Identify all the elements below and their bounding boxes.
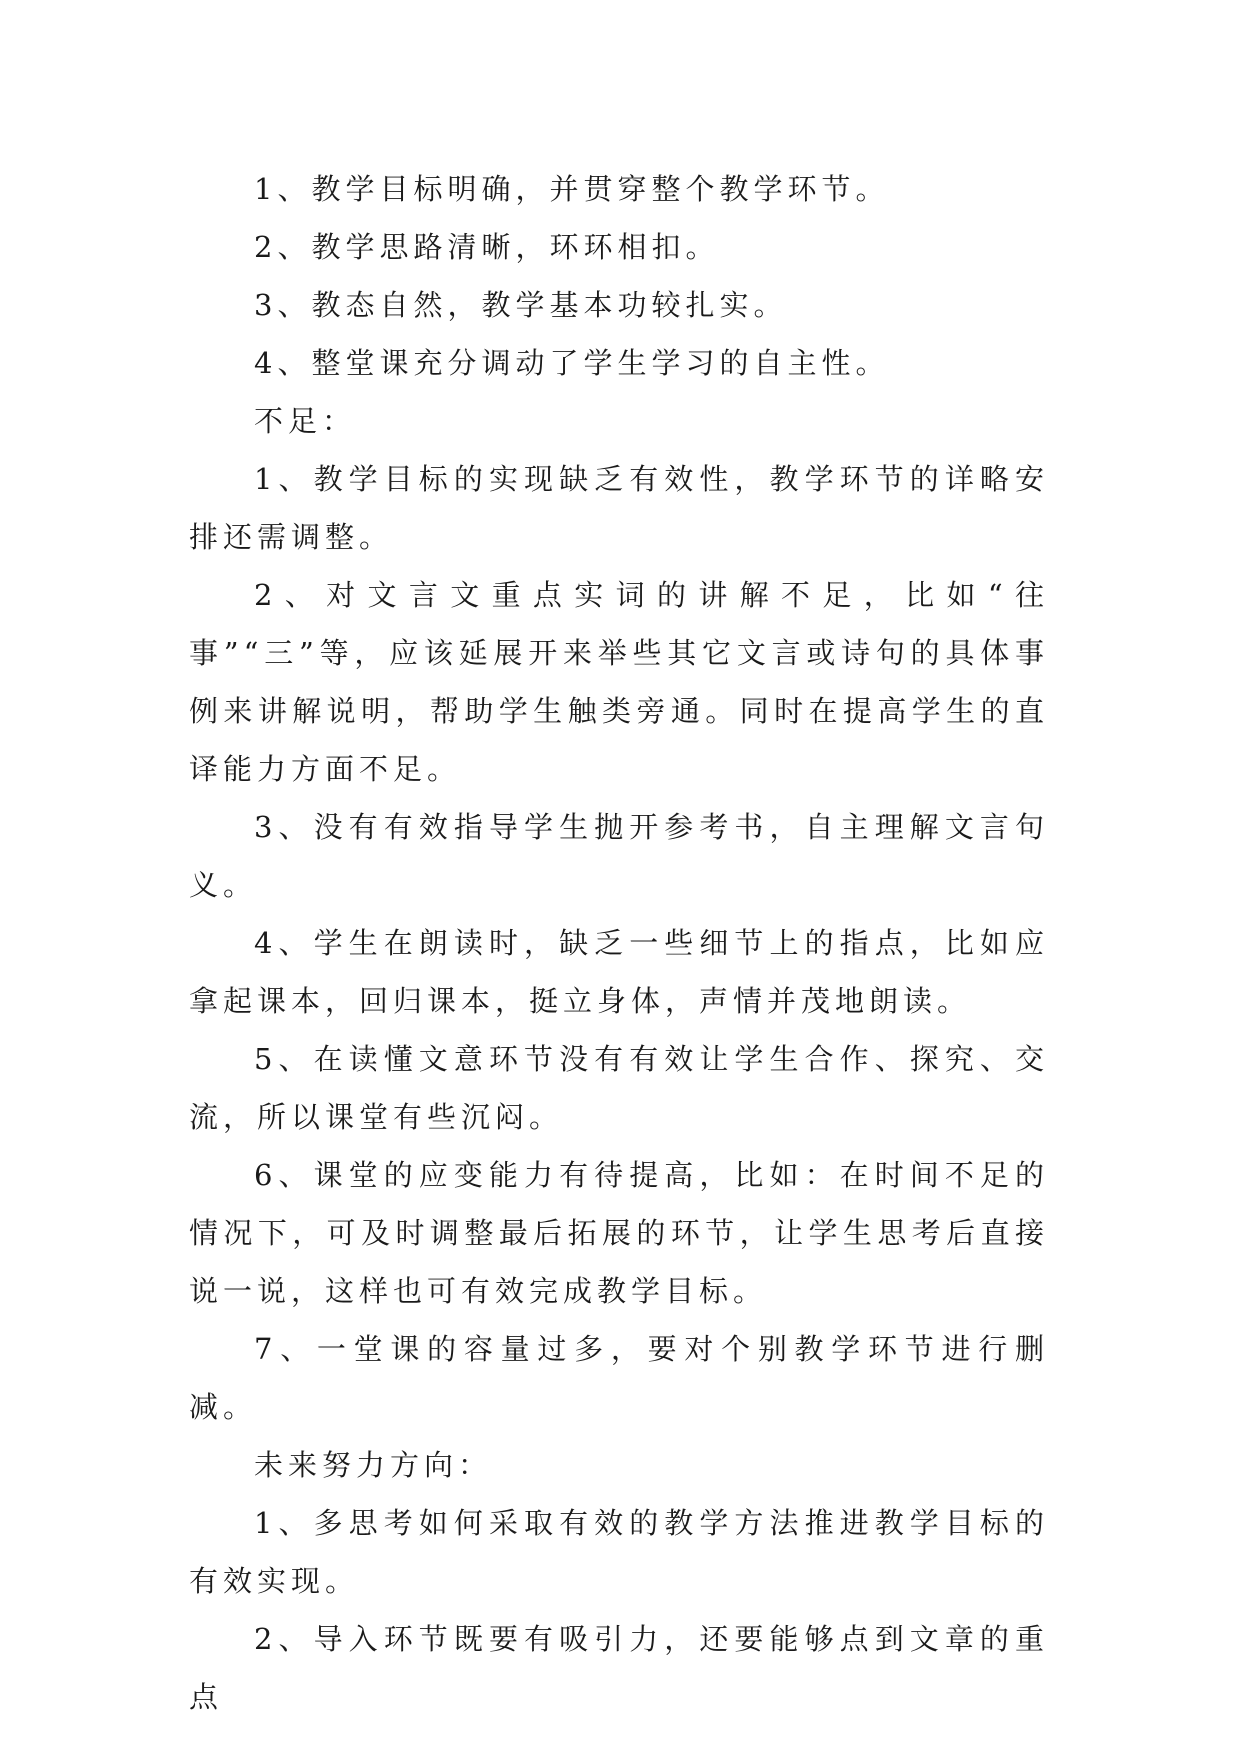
paragraph: 3、教态自然，教学基本功较扎实。 xyxy=(254,288,788,322)
section-heading-future-direction: 未来努力方向： xyxy=(254,1448,493,1482)
paragraph: 2、教学思路清晰，环环相扣。 xyxy=(254,230,720,264)
paragraph: 1、教学目标明确，并贯穿整个教学环节。 xyxy=(254,172,890,206)
paragraph: 6、课堂的应变能力有待提高，比如：在时间不足的情况下，可及时调整最后拓展的环节，让学生思考后直接说一说，这样也可有效完成教学目标。 xyxy=(189,1158,1049,1308)
paragraph: 4、学生在朗读时，缺乏一些细节上的指点，比如应拿起课本，回归课本，挺立身体，声情并茂地朗读。 xyxy=(189,926,1049,1018)
paragraph: 5、在读懂文意环节没有有效让学生合作、探究、交流，所以课堂有些沉闷。 xyxy=(189,1042,1049,1134)
paragraph: 4、整堂课充分调动了学生学习的自主性。 xyxy=(254,346,890,380)
document-body xyxy=(189,160,1049,1726)
paragraph: 1、多思考如何采取有效的教学方法推进教学目标的有效实现。 xyxy=(189,1506,1049,1598)
section-heading-shortcomings: 不足： xyxy=(254,404,357,438)
paragraph: 3、没有有效指导学生抛开参考书，自主理解文言句义。 xyxy=(189,810,1049,902)
paragraph: 7、一堂课的容量过多，要对个别教学环节进行删减。 xyxy=(189,1332,1049,1424)
paragraph: 1、教学目标的实现缺乏有效性，教学环节的详略安排还需调整。 xyxy=(189,462,1049,554)
paragraph: 2、导入环节既要有吸引力，还要能够点到文章的重点 xyxy=(189,1622,1049,1714)
paragraph: 2、对文言文重点实词的讲解不足，比如“往事”“三”等，应该延展开来举些其它文言或诗句的具体事例来讲解说明，帮助学生触类旁通。同时在提高学生的直译能力方面不足。 xyxy=(189,578,1049,786)
